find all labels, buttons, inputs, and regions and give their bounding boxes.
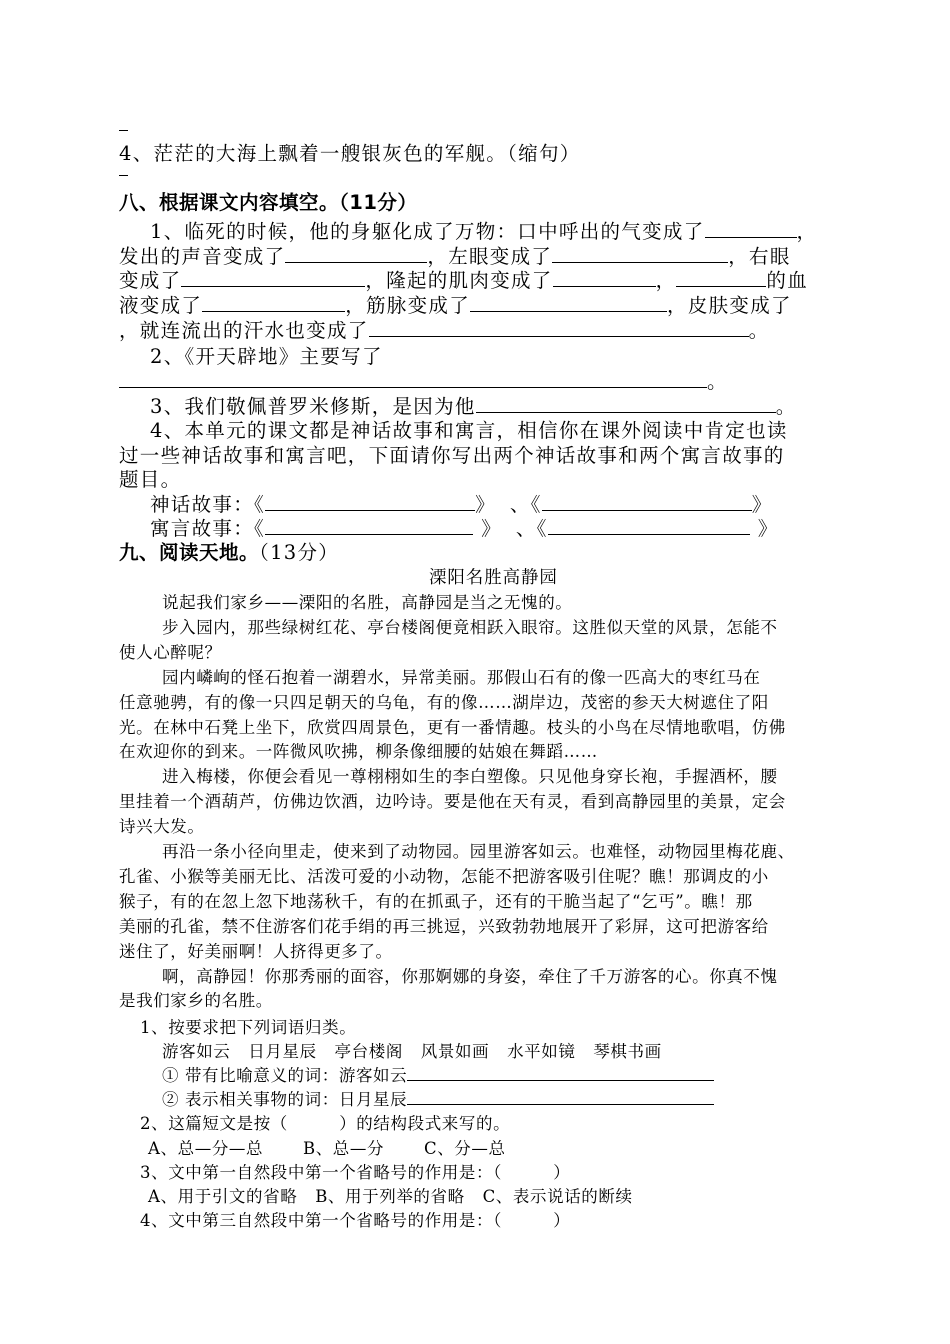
q9-4-prompt: 4、文中第三自然段中第一个省略号的作用是：（ ） [140, 1211, 571, 1230]
passage-line: 诗兴大发。 [119, 817, 205, 836]
q8-1-text: 发出的声音变成了 [119, 245, 286, 268]
passage-line: 是我们家乡的名胜。 [119, 991, 273, 1010]
q8-1-text: ，就连流出的汗水也变成了 [119, 319, 369, 342]
q8-4-line1: 4、本单元的课文都是神话故事和寓言，相信你在课外阅读中肯定也读 [150, 419, 788, 442]
punct: 、 [515, 517, 537, 540]
passage-line: 美丽的孔雀，禁不住游客们花手绢的再三挑逗，兴致勃勃地展开了彩屏，这可把游客给 [119, 917, 769, 936]
punct: 》 [757, 517, 779, 540]
option-a[interactable]: A、用于引文的省略 [148, 1187, 298, 1206]
punct: 。 [748, 319, 770, 342]
section9-score: （13分） [259, 541, 340, 564]
punct: 《 [536, 517, 548, 540]
answer-blank[interactable] [202, 293, 345, 312]
section9-heading [119, 537, 339, 565]
q7-item4: 4、茫茫的大海上飘着一艘银灰色的军舰。（缩句） [119, 142, 581, 165]
word: 日月星辰 [248, 1042, 317, 1061]
answer-blank[interactable] [552, 244, 728, 263]
punct: ， [796, 220, 818, 243]
passage-line: 使人心醉呢？ [119, 643, 222, 662]
answer-blank[interactable] [407, 1064, 714, 1081]
q8-1-text: 变成了 [119, 269, 182, 292]
punct: 》 [481, 517, 502, 540]
q8-1-line3 [119, 265, 808, 293]
option-c[interactable]: C、分—总 [423, 1139, 506, 1158]
word: 琴棋书画 [593, 1042, 662, 1061]
q9-1-b-text: ② 表示相关事物的词：日月星辰 [162, 1090, 408, 1109]
answer-blank[interactable] [676, 268, 766, 287]
q9-1-prompt: 1、按要求把下列词语归类。 [140, 1018, 357, 1037]
q9-1-b [162, 1086, 714, 1110]
punct: 、 [509, 493, 531, 516]
section9-title: 九、阅读天地。 [119, 541, 260, 564]
q9-2-options [148, 1135, 506, 1159]
passage-line: 猴子，有的在忽上忽下地荡秋千，有的在抓虱子，还有的干脆当起了“乞丐”。瞧！那 [119, 892, 753, 911]
word: 亭台楼阁 [334, 1042, 403, 1061]
q8-3-text: 3、我们敬佩普罗米修斯，是因为他 [150, 395, 476, 418]
punct: 。 [707, 370, 728, 393]
q8-1-text: ，左眼变成了 [427, 245, 553, 268]
q9-2-prompt: 2、这篇短文是按（ ）的结构段式来写的。 [140, 1114, 511, 1133]
punct: ， [655, 269, 677, 292]
passage-line: 说起我们家乡——溧阳的名胜，高静园是当之无愧的。 [162, 593, 573, 612]
passage-line: 孔雀、小猴等美丽无比、活泼可爱的小动物，怎能不把游客吸引住呢？瞧！那调皮的小 [119, 867, 769, 886]
q9-1-words [162, 1038, 662, 1062]
q8-1-text: ，筋脉变成了 [345, 294, 471, 317]
punct: 》 [475, 493, 496, 516]
margin-mark [119, 175, 128, 176]
answer-blank[interactable] [119, 369, 707, 388]
option-b[interactable]: B、用于列举的省略 [315, 1187, 465, 1206]
option-a[interactable]: A、总—分—总 [148, 1139, 264, 1158]
q8-1-line5 [119, 315, 769, 343]
q9-1-a-text: ① 带有比喻意义的词：游客如云 [162, 1066, 408, 1085]
passage-line: 再沿一条小径向里走，使来到了动物园。园里游客如云。也难怪，动物园里梅花鹿、 [162, 842, 795, 861]
answer-blank[interactable] [542, 492, 752, 511]
passage-line: 啊，高静园！你那秀丽的面容，你那婀娜的身姿，牵住了千万游客的心。你真不愧 [162, 967, 778, 986]
passage-line: 光。在林中石凳上坐下，欣赏四周景色，更有一番情趣。枝头的小鸟在尽情地歌唱，仿佛 [119, 718, 786, 737]
q8-1-text: ，隆起的肌肉变成了 [365, 269, 553, 292]
myth-label: 神话故事： [150, 493, 255, 516]
answer-blank[interactable] [553, 268, 656, 287]
answer-blank[interactable] [369, 318, 749, 337]
q9-3-prompt: 3、文中第一自然段中第一个省略号的作用是：（ ） [140, 1163, 571, 1182]
option-b[interactable]: B、总—分 [302, 1139, 385, 1158]
q9-1-a [162, 1062, 714, 1086]
passage-line: 任意驰骋，有的像一只四足朝天的乌龟，有的像……湖岸边，茂密的参天大树遮住了阳 [119, 693, 769, 712]
answer-blank[interactable] [265, 516, 473, 535]
answer-blank[interactable] [548, 516, 750, 535]
punct: 》 [751, 493, 773, 516]
punct: 《 [254, 493, 266, 516]
punct: 。 [775, 395, 797, 418]
q9-3-options [148, 1183, 633, 1207]
word: 风景如画 [420, 1042, 490, 1061]
q8-1-text: 1、临死的时候，他的身躯化成了万物：口中呼出的气变成了 [150, 220, 705, 243]
q8-1-text: 的血 [766, 269, 809, 292]
margin-mark [119, 130, 128, 131]
answer-blank[interactable] [265, 492, 475, 511]
answer-blank[interactable] [470, 293, 667, 312]
q8-4-line2: 过一些神话故事和寓言吧，下面请你写出两个神话故事和两个寓言故事的 [119, 444, 785, 467]
answer-blank[interactable] [476, 394, 776, 413]
passage-line: 在欢迎你的到来。一阵微风吹拂，柳条像细腰的姑娘在舞蹈…… [119, 742, 598, 761]
q8-1-line1 [150, 216, 817, 244]
passage-line: 里挂着一个酒葫芦，仿佛边饮酒，边吟诗。要是他在天有灵，看到高静园里的美景，定会 [119, 792, 786, 811]
answer-blank[interactable] [285, 244, 427, 263]
option-c[interactable]: C、表示说话的断续 [482, 1187, 633, 1206]
q8-1-text: ，右眼 [728, 245, 791, 268]
passage-line: 园内嶙峋的怪石抱着一湖碧水，异常美丽。那假山石有的像一匹高大的枣红马在 [162, 668, 761, 687]
passage-title: 溧阳名胜高静园 [429, 568, 558, 588]
q8-2-prompt: 2、《开天辟地》主要写了 [150, 345, 383, 368]
word: 游客如云 [162, 1042, 231, 1061]
passage-line: 迷住了，好美丽啊！人挤得更多了。 [119, 942, 393, 961]
word: 水平如镜 [507, 1042, 576, 1061]
fable-label: 寓言故事： [150, 517, 255, 540]
passage-line: 步入园内，那些绿树红花、亭台楼阁便竟相跃入眼帘。这胜似天堂的风景，怎能不 [162, 618, 778, 637]
section8-heading: 八、根据课文内容填空。（11分） [119, 191, 418, 214]
answer-blank[interactable] [181, 268, 365, 287]
q8-1-line4 [119, 290, 792, 318]
q8-1-text: 液变成了 [119, 294, 203, 317]
answer-blank[interactable] [705, 219, 797, 238]
punct: 《 [254, 517, 266, 540]
passage-line: 进入梅楼，你便会看见一尊栩栩如生的李白塑像。只见他身穿长袍，手握酒杯，腰 [162, 767, 778, 786]
q8-2-answer-line [119, 366, 728, 394]
q8-1-text: ，皮肤变成了 [667, 294, 792, 317]
punct: 《 [530, 493, 542, 516]
answer-blank[interactable] [407, 1088, 714, 1105]
q8-4-line3: 题目。 [119, 468, 182, 491]
